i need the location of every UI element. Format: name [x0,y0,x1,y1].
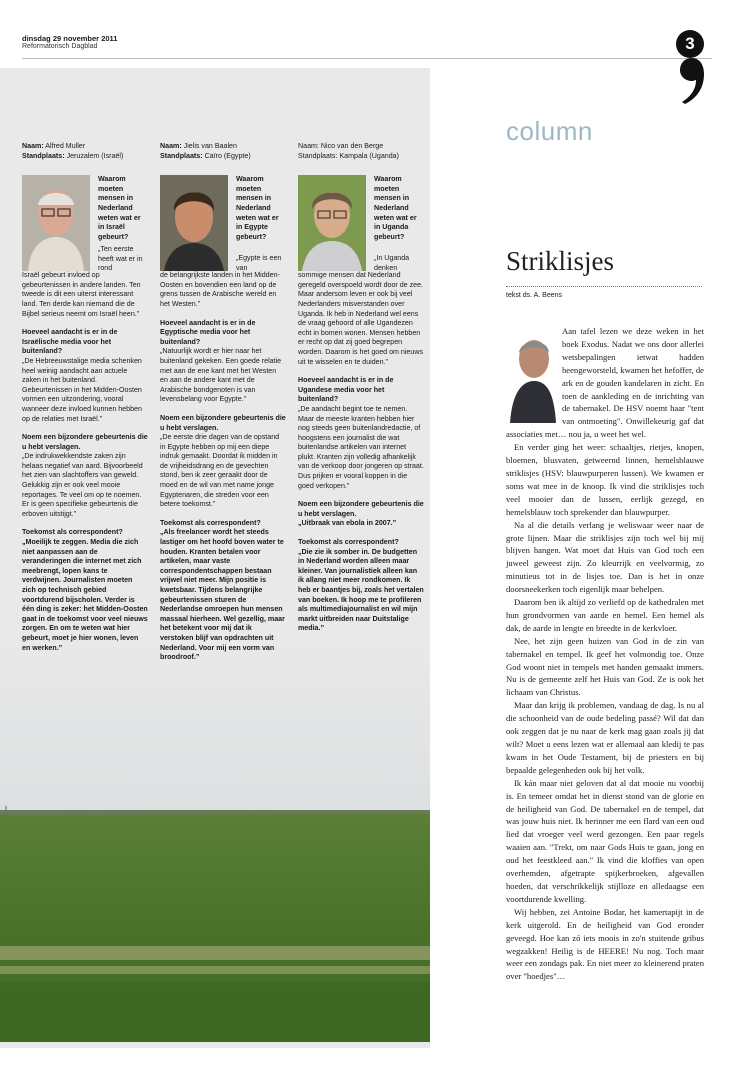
answer-media: „De Hebreeuwstalige media schenken heel weinig aandacht aan actuele zaken in het buitenland. Gebeurtenissen in het Midden-Oosten vormen een uitzondering, vooral wanneer deze invloed kunnen hebben op de relaties met Israël.” [22,356,142,423]
answer-event: „De eerste drie dagen van de opstand in Egypte hebben op mij een diepe indruk gemaakt. Doordat ik midden in de vrijheidsdrang en de gevechten stond, ben ik zeer geraakt door de moed en de wil van met name jonge Egyptenaren, die streden voor een betere toekomst.” [160,433,280,509]
article-paragraph: Daarom ben ik altijd zo verliefd op de kathedralen met hun grondvormen van aarde en hemel. Een hemel als dak, de aarde in lengte en breedte in de kerkvloer. [506,597,704,633]
article-title: Striklisjes [506,246,615,276]
answer-why-start: „Egypte is een van [236,254,282,272]
correspondent-photo [298,175,366,271]
standplaats-label: Standplaats: [22,151,65,160]
article-paragraph: Wij hebben, zei Antoine Bodar, het kamertapijt in de kerk uitgerold. En de heiligheid van God eronder geveegd. Hoe kan zó iets moois in zo'n stuitende gribus wegzakken! Heilig is de HEERE! Nu nog. Toch maar weer een zondags pak. En niet meer zo kleinerend praten over "hoedjes"… [506,906,704,982]
correspondent-name: Alfred Muller [45,142,86,150]
answer-why: de belangrijkste landen in het Midden-Oosten en bovendien een land op de grens tussen de Arabische wereld en het Westen.” [160,271,280,308]
header-date: dinsdag 29 november 2011 [22,34,118,43]
article-paragraph: En verder ging het weer: schaaltjes, rietjes, knopen, bloemen, blusvaten, getweernd linnen, hemelsblauwe striklisjes (HSV: blauwpurperen lussen). We kwamen er soms wat mee in de knoop. Ik vind die striklisjes toch veel mooier dan de lussen, eerlijk gezegd, en hemelsblauw toch sprekender dan blauwpurper. [506,442,704,517]
correspondent-location: Jeruzalem (Israël) [66,151,124,160]
author-photo-space [506,325,562,425]
correspondent-photo [22,175,90,271]
author-photo [506,325,556,423]
page-number-badge: 3 [676,30,704,58]
question-future: Toekomst als correspondent? [160,518,261,527]
answer-future: „Moeilijk te zeggen. Media die zich niet aanpassen aan de veranderingen die internet met zich meebrengt, lopen kans te verdwijnen. Journalisten moeten zich op technisch gebied voortdurend bijscholen. Verder is één ding is zeker: het Midden-Oosten gaat in de toekomst voor veel nieuws zorgen. En om te weten wat hier gebeurt, moet je hier wonen, leven en werken.” [22,538,148,652]
answer-why: sommige mensen dat Nederland geregeld overspoeld wordt door de zee. Maar andersom leven er ook bij veel Nederlanders misverstanden over Uganda. Ik heb in Nederland wel eens de vraag gehoord of alle Ugandezen echt in bomen wonen. Mensen hebben er recht op dat zij goed begrepen worden. Daarom is het goed om nieuws uit te wisselen en te duiden.” [298,271,424,366]
question-event: Noem een bijzondere gebeurtenis die u hebt verslagen. [160,413,286,432]
article-paragraph: Maar dan krijg ik problemen, vandaag de dag. Is nu al die schoonheid van de oude bedeling passé? Wil dat dan ook zeggen dat je nu naar de kerk mag gaan zoals jij dat wilt? Moet u eens lezen wat er allemaal aan kledij te pas kwam in het Oude Testament, bij de priesters en bij bepaalde gelegenheden ook bij het volk. [506,700,704,775]
sky-background [0,640,430,820]
correspondent-column-2 [160,142,286,663]
question-why: Waarom moeten mensen in Nederland weten wat er in Uganda gebeurt? [374,175,417,241]
question-why: Waarom moeten mensen in Nederland weten wat er in Israël gebeurt? [98,175,141,241]
answer-media: „De aandacht begint toe te nemen. Maar de meeste kranten hebben hier nog steeds geen buitenlandredactie, of hoogstens een journalist die wat buitenlandse artikelen van internet plukt. Kranten zijn volledig afhankelijk van de verkoop door jongeren op straat. Dus prijken er vooral koppen in die goed verkopen.” [298,404,424,490]
correspondent-location: Kampala (Uganda) [339,151,399,160]
article-paragraph: Aan tafel lezen we deze weken in het boek Exodus. Nadat we ons door allerlei wetsbepalingen ietwat hadden heengeworsteld, kwamen het hefoffer, de ark en de gouden kandelaren in zicht. En toen de aankleding en de inrichting van de tabernakel. De HSV noemt haar "tent van ontmoeting". Onwillekeurig gaf dat associaties met… nou ja, u weet het wel. [506,326,704,440]
question-media: Hoeveel aandacht is er in de Egyptische media voor het buitenland? [160,318,256,346]
question-event: Noem een bijzondere gebeurtenis die u hebt verslagen. [298,500,424,518]
answer-future: „Die zie ik somber in. De budgetten in Nederland worden alleen maar kleiner. Van journalistiek alleen kan ik allang niet meer rondkomen. Ik heb er baantjes bij, zoals het vertalen van boeken. Ik hoop me te profileren als multimediajournalist en wil mijn markt uitbreiden naar Duitstalige media.” [298,547,424,633]
answer-why: Israël gebeurt invloed op gebeurtenissen in andere landen. Ten tweede is dit een uiterst interessant land. Ten derde kan niemand die de Bijbel serieus neemt om Israël heen.” [22,271,141,318]
correspondent-column-1 [22,142,148,653]
correspondent-location: Caïro (Egypte) [204,151,251,160]
answer-media: „Natuurlijk wordt er hier naar het buitenland gekeken. Een goede relatie met aan de ene kant met het Westen en aan de andere kant met de Arabische bondgenoten is van levensbelang voor Egypte.” [160,347,282,404]
answer-why-start: „In Uganda denken [374,254,410,272]
comma-logo-icon [679,56,705,104]
question-future: Toekomst als correspondent? [22,528,123,537]
naam-label: Naam: [160,142,182,150]
correspondent-name: Nico van den Berge [320,142,384,150]
correspondent-column-3 [298,142,424,634]
correspondent-photo [160,175,228,271]
naam-label: Naam: [298,142,319,150]
header-paper-name: Reformatorisch Dagblad [22,43,98,50]
header-divider [22,58,712,59]
question-media: Hoeveel aandacht is er in de Israëlische media voor het buitenland? [22,328,118,356]
article-paragraph: Ik kán maar niet geloven dat al dat mooie nu voorbij is. En temeer omdat het in dienst stond van de glorie en de heiligheid van God. De tabernakel en de tempel, dat was jouw huis niet. Ik herinner me een flard van een oud lied dat vroeger veel werd gezongen. Een paar regels waaien aan. "Trekt, om naar Gods Huis te gaan, jong en oud het feestkleed aan." Ik vind die kloffies van open overhemden, afgetrapte spijkerbroeken, afgevallen hoeden, dat verschrikkelijk stijlloze en alledaagse een voortdurende kwelling. [506,777,704,904]
article-paragraph: Nee, het zijn geen huizen van God in de zin van tabernakel en tempel. Ik geef het volmondig toe. Onze God woont niet in tempels met handen gemaakt immers. Nu is de gemeente zelf het Huis van God. Ze is ook het lichaam van Christus. [506,635,704,698]
question-why: Waarom moeten mensen in Nederland weten wat er in Egypte gebeurt? [236,175,279,241]
correspondent-name: Jielis van Baalen [183,142,237,150]
article-body [506,325,704,983]
answer-future: „Als freelancer wordt het steeds lastiger om het hoofd boven water te houden. Kranten betalen voor artikelen, maar vaste correspondentschappen bestaan vrijwel niet meer. Mijn positie is kwetsbaar. Tijdens belangrijke gebeurtenissen sturen de Nederlandse omroepen hun mensen massaal hierheen. Wel gezellig, maar het betekent voor mij dat ik verstoken blijf van opdrachten uit Nederland. Voor mij een vorm van broodroof.” [160,528,285,662]
title-divider [506,286,702,287]
question-future: Toekomst als correspondent? [298,538,399,547]
landscape-photo [0,806,430,1042]
article-byline: tekst ds. A. Beens [506,292,563,299]
answer-event: „De indrukwekkendste zaken zijn helaas negatief van aard. Bijvoorbeeld het zien van slachtoffers van geweld. Gelukkig zijn er ook veel mooie reportages. Te veel om op te noemen. Er is geen specifieke gebeurtenis die erboven uitstijgt.” [22,452,143,518]
naam-label: Naam: [22,142,44,150]
question-event: Noem een bijzondere gebeurtenis die u hebt verslagen. [22,433,148,451]
article-paragraph: Na al die details verlang je weliswaar weer naar de grote lijnen. Maar die striklisjes zijn toch wel bij mij blijven hangen. Wat moet dat Huis van God toch een juweel geweest zijn. Zo kleurrijk en veelvormig, zo minutieus tot in de lisjes toe. Dan is het in onze doorsneekerken toch eigenlijk maar behelpen. [506,519,704,595]
answer-event: „Uitbraak van ebola in 2007.” [298,519,397,528]
section-label: column [506,116,593,146]
question-media: Hoeveel aandacht is er in de Ugandese media voor het buitenland? [298,376,394,404]
standplaats-label: Standplaats: [160,151,203,160]
answer-why-start: „Ten eerste heeft wat er in rond [98,245,143,273]
standplaats-label: Standplaats: [298,151,338,160]
